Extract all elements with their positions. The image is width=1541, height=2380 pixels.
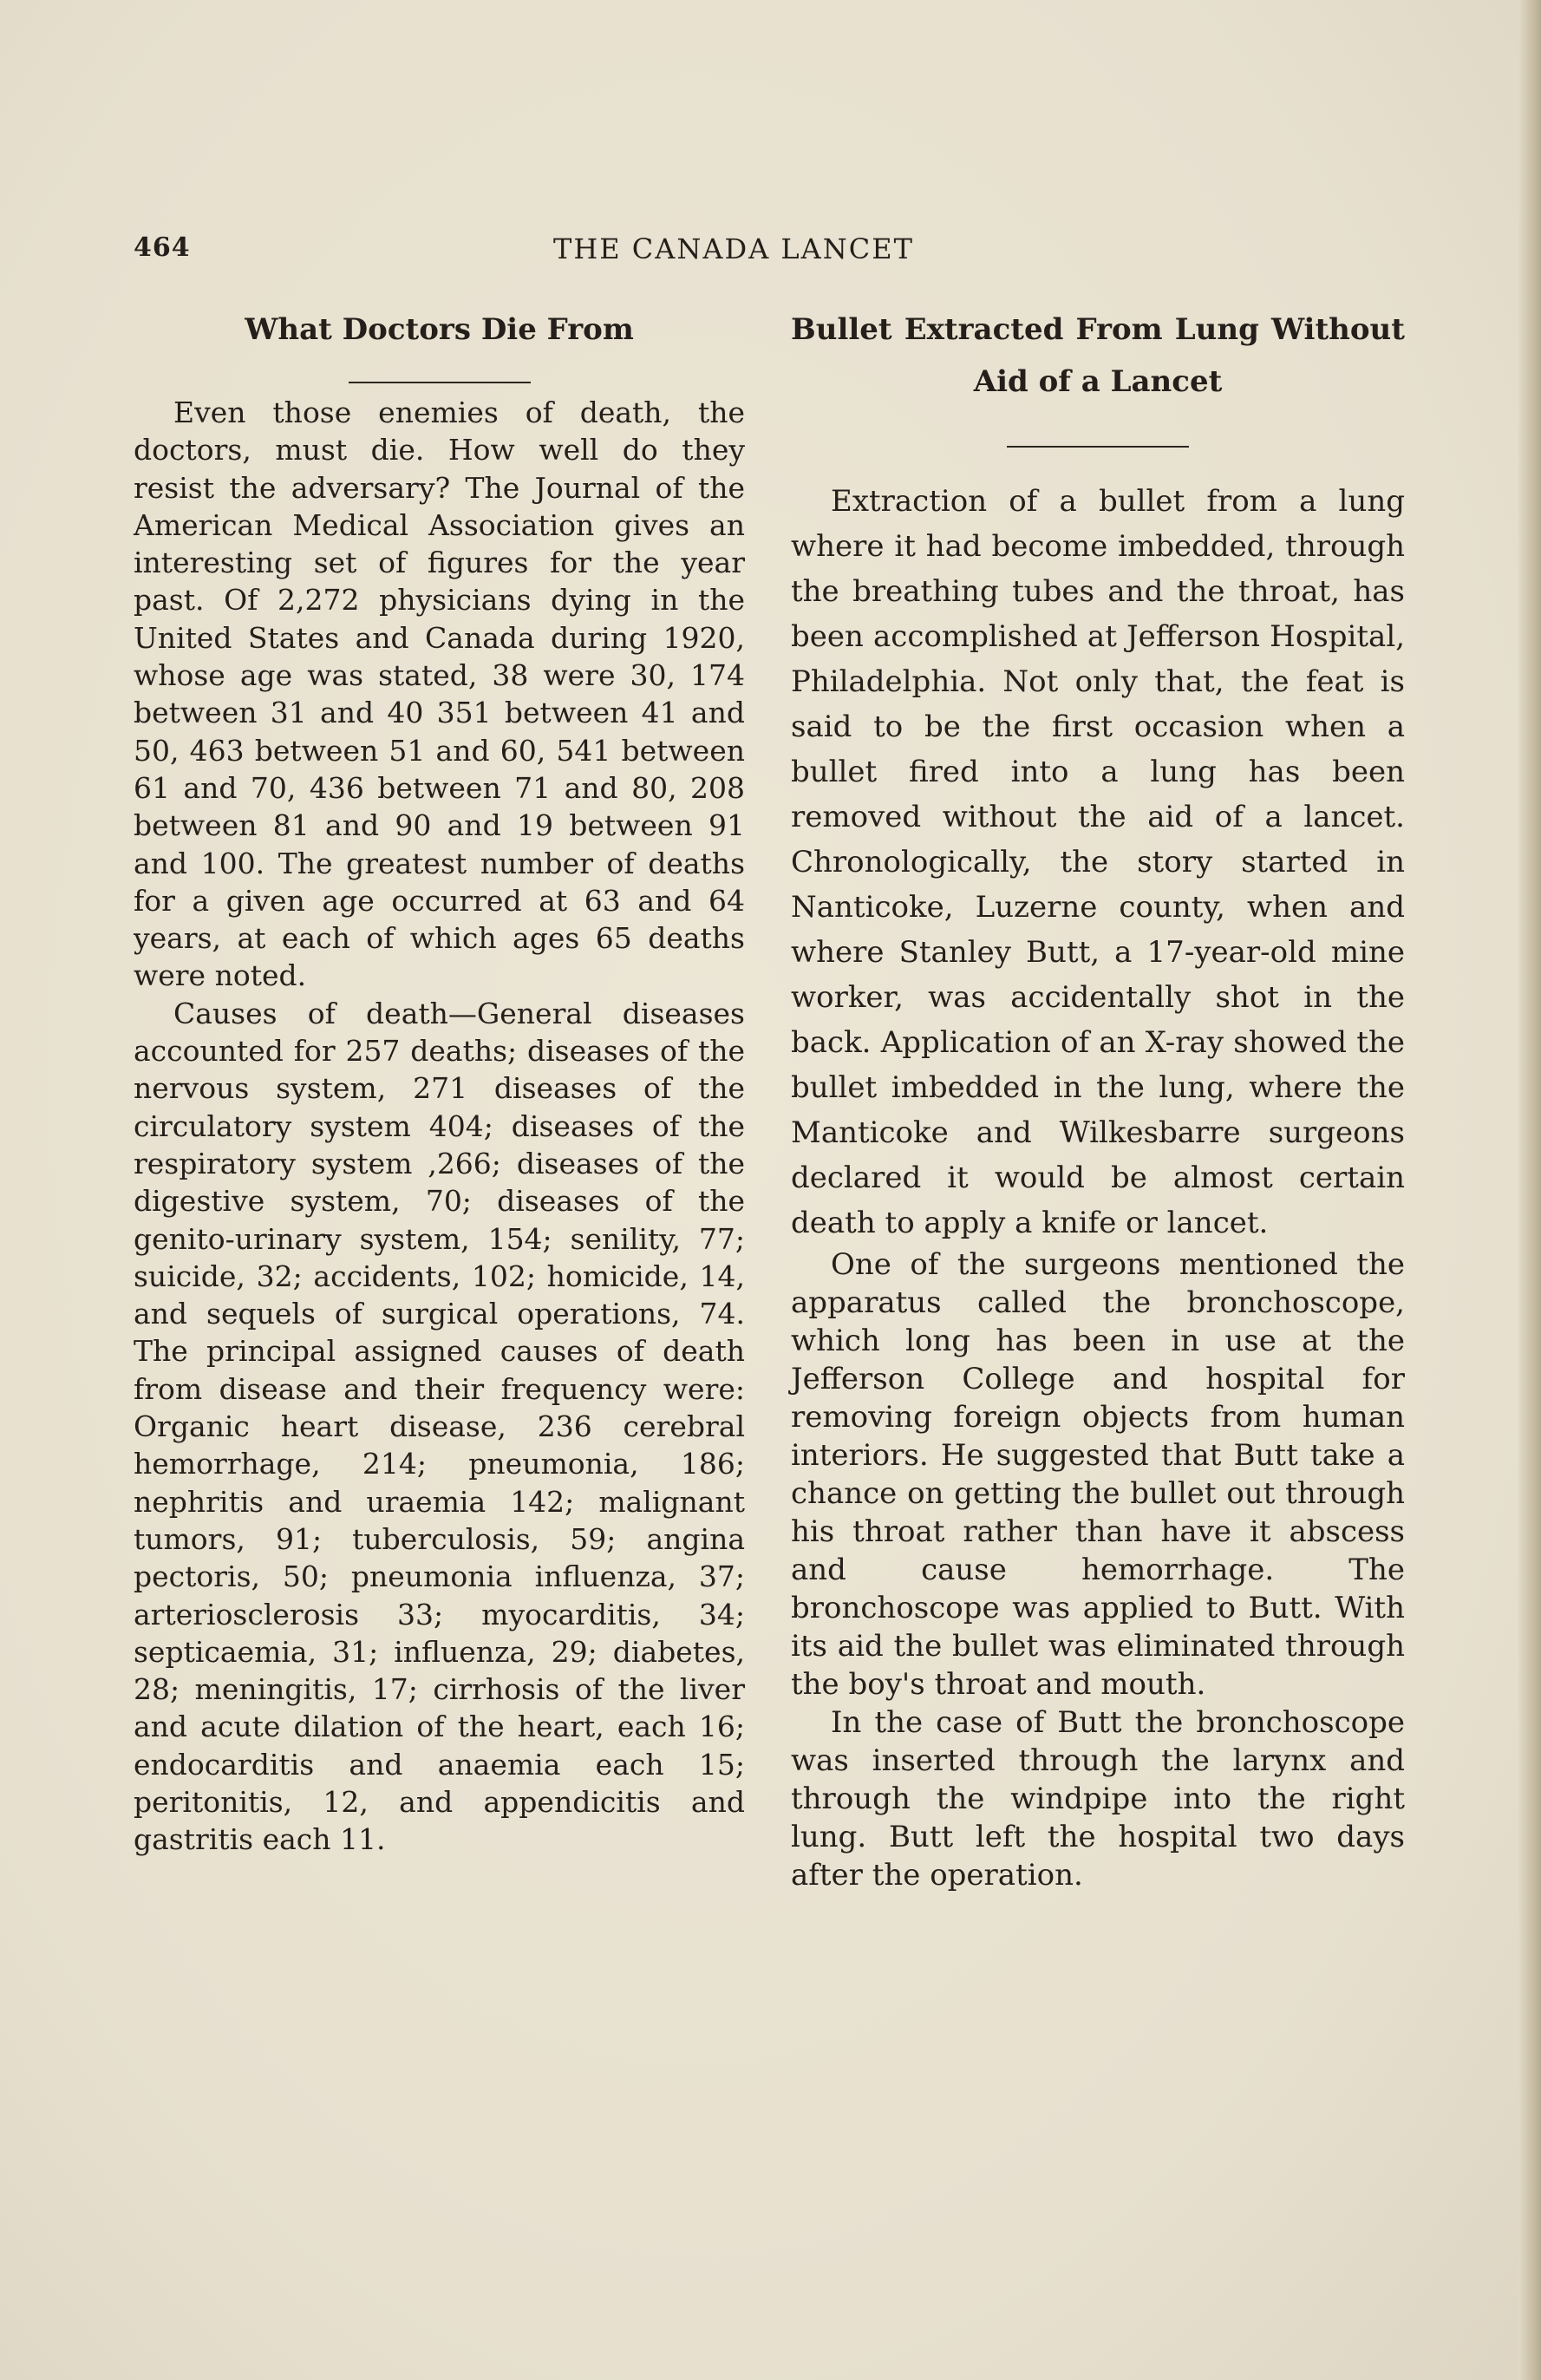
journal-title: THE CANADA LANCET [553,232,914,265]
right-article-title: Bullet Extracted From Lung Without Aid of a Lancet [791,312,1405,399]
left-paragraph-1: Even those enemies of death, the doctors, must die. How well do they resist the adversary? The Journal of the American Medical Association gives an interesting set of figures for the year past. Of 2,272 physicians dying in the United States and Canada during 1920, whose age was stated, 38 were 30, 174 between 31 and 40 351 between 41 and 50, 463 between 51 and 60, 541 between 61 and 70, 436 between 71 and 80, 208 between 81 and 90 and 19 between 91 and 100. The greatest number of deaths for a given age occurred at 63 and 64 years, at each of which ages 65 deaths were noted. [134,396,745,993]
page-edge-shadow [1518,0,1541,2380]
left-article [134,304,745,1859]
right-paragraph-3: In the case of Butt the bronchoscope was inserted through the larynx and through the windpipe into the right lung. Butt left the hospital two days after the operation. [791,1705,1405,1893]
running-header [134,232,1400,267]
title-divider [349,382,531,383]
right-paragraph-2: One of the surgeons mentioned the apparatus called the bronchoscope, which long has been in use at the Jefferson College and hospital for removing foreign objects from human interiors. He suggested that Butt take a chance on getting the bullet out through his throat rather than have it abscess and cause hemorrhage. The bronchoscope was applied to Butt. With its aid the bullet was eliminated through the boy's throat and mouth. [791,1247,1405,1702]
right-article [791,304,1405,1894]
left-article-title: What Doctors Die From [245,312,634,347]
left-paragraph-2: Causes of death—General diseases accounted for 257 deaths; diseases of the nervous system, 271 diseases of the circulatory system 404; diseases of the respiratory system ,266; diseases of the digestive system, 70; diseases of the genito-urinary system, 154; senility, 77; suicide, 32; accidents, 102; homicide, 14, and sequels of surgical operations, 74. The principal assigned causes of death from disease and their frequency were: Organic heart disease, 236 cerebral hemorrhage, 214; pneumonia, 186; nephritis and uraemia 142; malignant tumors, 91; tuberculosis, 59; angina pectoris, 50; pneumonia influenza, 37; arteriosclerosis 33; myocarditis, 34; septicaemia, 31; influenza, 29; diabetes, 28; meningitis, 17; cirrhosis of the liver and acute dilation of the heart, each 16; endocarditis and anaemia each 15; peritonitis, 12, and appendicitis and gastritis each 11. [134,996,745,1857]
title-divider [1007,446,1189,448]
page-number: 464 [134,232,191,263]
right-paragraph-1: Extraction of a bullet from a lung where it had become imbedded, through the breathing tubes and the throat, has been accomplished at Jefferson Hospital, Philadelphia. Not only that, the feat is said to be the first occasion when a bullet fired into a lung has been removed without the aid of a lancet. Chronologically, the story started in Nanticoke, Luzerne county, when and where Stanley Butt, a 17-year-old mine worker, was accidentally shot in the back. Application of an X-ray showed the bullet imbedded in the lung, where the Manticoke and Wilkesbarre surgeons declared it would be almost certain death to apply a knife or lancet. [791,484,1405,1240]
